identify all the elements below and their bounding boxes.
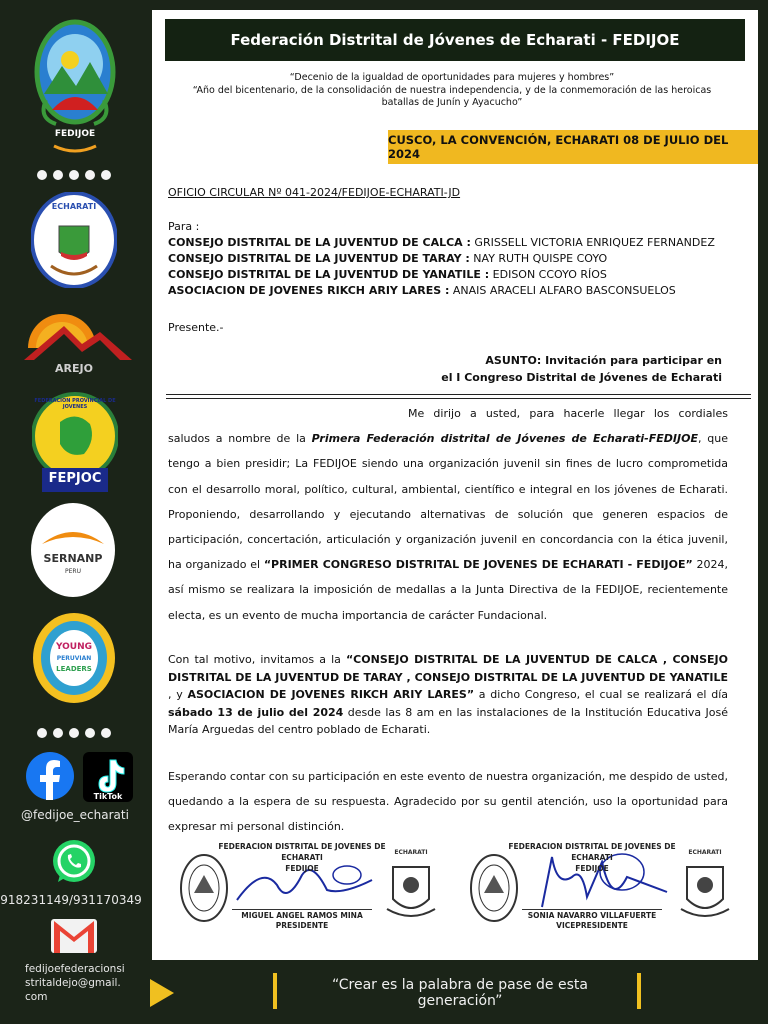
asunto-line: el I Congreso Distrital de Jóvenes de Echarati <box>441 371 722 384</box>
facebook-icon[interactable] <box>26 752 74 800</box>
decenio-block <box>192 72 712 110</box>
divider-line <box>166 394 751 395</box>
email-line: com <box>25 991 48 1003</box>
arejo-logo <box>24 304 134 380</box>
signature-line <box>522 909 662 910</box>
sernanp-logo-text: SERNANP <box>43 552 103 565</box>
signature-line <box>232 909 372 910</box>
signature-sub: FEDIJOE <box>575 864 609 873</box>
text-run-bold: sábado 13 de julio del 2024 <box>168 705 344 719</box>
text-run-bold: “CONSEJO DISTRITAL DE LA JUVENTUD DE CALCA , CONSEJO DISTRITAL DE LA JUVENTUD DE TARAY , CONSEJO DISTRITAL DE LA JUVENTUD DE YANATILE <box>168 653 728 684</box>
signature-org: FEDERACION DISTRITAL DE JOVENES DE ECHARATI <box>508 842 676 862</box>
footer-quote: “Crear es la palabra de pase de esta generación” <box>332 977 588 1009</box>
recipient-name: GRISSELL VICTORIA ENRIQUEZ FERNANDEZ <box>474 236 715 249</box>
date-banner: CUSCO, LA CONVENCIÓN, ECHARATI 08 DE JULIO DEL 2024 <box>388 130 758 164</box>
asunto-line: ASUNTO: Invitación para participar en <box>485 354 722 367</box>
footer <box>150 962 768 1024</box>
email-line: stritaldejo@gmail. <box>25 977 121 989</box>
document-page <box>152 10 758 960</box>
dots-divider <box>37 170 111 180</box>
stamp-text: ECHARATI <box>688 849 722 856</box>
text-run: 2024, así mismo se realizara la imposición de medallas a la Junta Directiva de la FEDIJOE, recientemente electa, es un evento de mucha importancia de carácter Fundacional. <box>168 558 728 622</box>
presente: Presente.- <box>168 321 224 334</box>
recipient-line <box>168 267 715 283</box>
fepjoc-logo-text: FEPJOC <box>48 471 102 486</box>
recipient-name: ANAIS ARACELI ALFARO BASCONSUELOS <box>452 284 676 297</box>
email-line: fedijoefederacionsi <box>25 963 125 975</box>
signer-name: MIGUEL ANGEL RAMOS MINA <box>241 911 363 920</box>
leaders-logo-text: LEADERS <box>56 665 92 673</box>
signature-sub: FEDIJOE <box>285 864 319 873</box>
play-arrow-icon <box>150 979 174 1007</box>
fedijoe-logo-text: FEDIJOE <box>54 129 96 139</box>
paragraph-intro <box>168 401 728 628</box>
arejo-logo-text: AREJO <box>55 362 93 375</box>
echarati-logo-text: ECHARATI <box>51 202 97 211</box>
tiktok-icon[interactable] <box>83 752 133 802</box>
paragraph-invitation <box>168 651 728 739</box>
text-run: desde las 8 am en las instalaciones de la Institución Educativa José María Arguedas del centro poblado de Echarati. <box>168 705 728 736</box>
quote-bar-right <box>637 973 641 1009</box>
divider-line <box>166 398 751 399</box>
decenio-line: “Año del bicentenario, de la consolidación de nuestra independencia, y de la conmemoración de las heroicas <box>192 84 712 96</box>
oficio-number: OFICIO CIRCULAR Nº 041-2024/FEDIJOE-ECHARATI-JD <box>168 186 461 199</box>
email-address[interactable] <box>25 962 135 1004</box>
recipient-name: EDISON CCOYO RÍOS <box>492 268 607 281</box>
asunto-block <box>441 352 722 386</box>
echarati-logo <box>31 192 117 288</box>
stamp-icon <box>677 847 733 923</box>
young-peruvian-leaders-logo <box>32 612 116 704</box>
stamp-text: ECHARATI <box>394 849 428 856</box>
text-run-emphasis: Primera Federación distrital de Jóvenes de Echarati-FEDIJOE <box>311 432 698 446</box>
recipient-line <box>168 283 715 299</box>
sidebar <box>0 0 150 1024</box>
signer-name: SONIA NAVARRO VILLAFUERTE <box>527 911 657 920</box>
recipient-org: CONSEJO DISTRITAL DE LA JUVENTUD DE CALCA : <box>168 236 471 249</box>
signature-president <box>177 835 447 950</box>
signer-role: VICEPRESIDENTE <box>556 921 628 930</box>
recipient-org: ASOCIACION DE JOVENES RIKCH ARIY LARES : <box>168 284 450 297</box>
decenio-line: batallas de Junín y Ayacucho” <box>381 97 523 108</box>
social-handle[interactable]: @fedijoe_echarati <box>21 808 129 822</box>
young-logo-text: YOUNG <box>55 642 93 652</box>
sernanp-logo <box>30 502 116 598</box>
fepjoc-logo <box>32 392 118 496</box>
whatsapp-icon[interactable] <box>50 838 98 886</box>
decenio-line: “Decenio de la igualdad de oportunidades para mujeres y hombres” <box>289 72 615 83</box>
peru-logo-text: PERU <box>65 568 81 575</box>
text-run: a dicho Congreso, el cual se realizará el día <box>474 688 729 701</box>
para-label: Para : <box>168 220 200 233</box>
document-header: Federación Distrital de Jóvenes de Echarati - FEDIJOE <box>165 19 745 61</box>
signature-name-block <box>507 911 677 931</box>
text-run: Con tal motivo, invitamos a la <box>168 653 346 666</box>
signature-vicepresident <box>467 835 737 950</box>
recipient-name: NAY RUTH QUISPE COYO <box>473 252 608 265</box>
phone-numbers[interactable]: 918231149/931170349 <box>0 893 142 907</box>
fepjoc-ring-text: FEDERACION PROVINCIAL DE JOVENES <box>34 398 116 410</box>
text-run-bold: ASOCIACION DE JOVENES RIKCH ARIY LARES” <box>187 688 475 701</box>
dots-divider <box>37 728 111 738</box>
text-run: , que tengo a bien presidir; La FEDIJOE siendo una organización juvenil sin fines de lucro comprometida con el desarrollo moral, político, cultural, ambiental, científico e integral en los jóvenes de Echarati. Proponiendo, desarrollando y ejecutando alternativas de solución que generen espacios de participación, concertación, articulación y organización juvenil en concordancia con la ética juvenil, ha organizado el <box>168 432 728 572</box>
quote-bar-left <box>273 973 277 1009</box>
fedijoe-logo <box>32 14 118 154</box>
recipient-org: CONSEJO DISTRITAL DE LA JUVENTUD DE YANATILE : <box>168 268 490 281</box>
signature-header <box>217 841 387 874</box>
signature-org: FEDERACION DISTRITAL DE JOVENES DE ECHARATI <box>218 842 386 862</box>
gmail-icon[interactable] <box>50 915 98 955</box>
signature-header <box>507 841 677 874</box>
signer-role: PRESIDENTE <box>275 921 329 930</box>
stamp-icon <box>383 847 439 923</box>
recipient-org: CONSEJO DISTRITAL DE LA JUVENTUD DE TARAY : <box>168 252 470 265</box>
text-run-bold: “PRIMER CONGRESO DISTRITAL DE JOVENES DE ECHARATI - FEDIJOE” <box>263 558 693 572</box>
tiktok-label: TikTok <box>93 792 123 801</box>
signature-name-block <box>217 911 387 931</box>
peruvian-logo-text: PERUVIAN <box>56 655 92 662</box>
paragraph-closing: Esperando contar con su participación en este evento de nuestra organización, me despido de usted, quedando a la espera de su respuesta. Agradecido por su gentil atención, uso la oportunidad para expresar mi personal distinción. <box>168 770 728 834</box>
recipient-line <box>168 251 715 267</box>
text-run: Me dirijo a usted, para hacerle llegar los cordiales saludos a nombre de la <box>168 407 728 446</box>
recipient-line <box>168 235 715 251</box>
text-run: , y <box>168 688 188 701</box>
recipients-block <box>168 219 715 299</box>
